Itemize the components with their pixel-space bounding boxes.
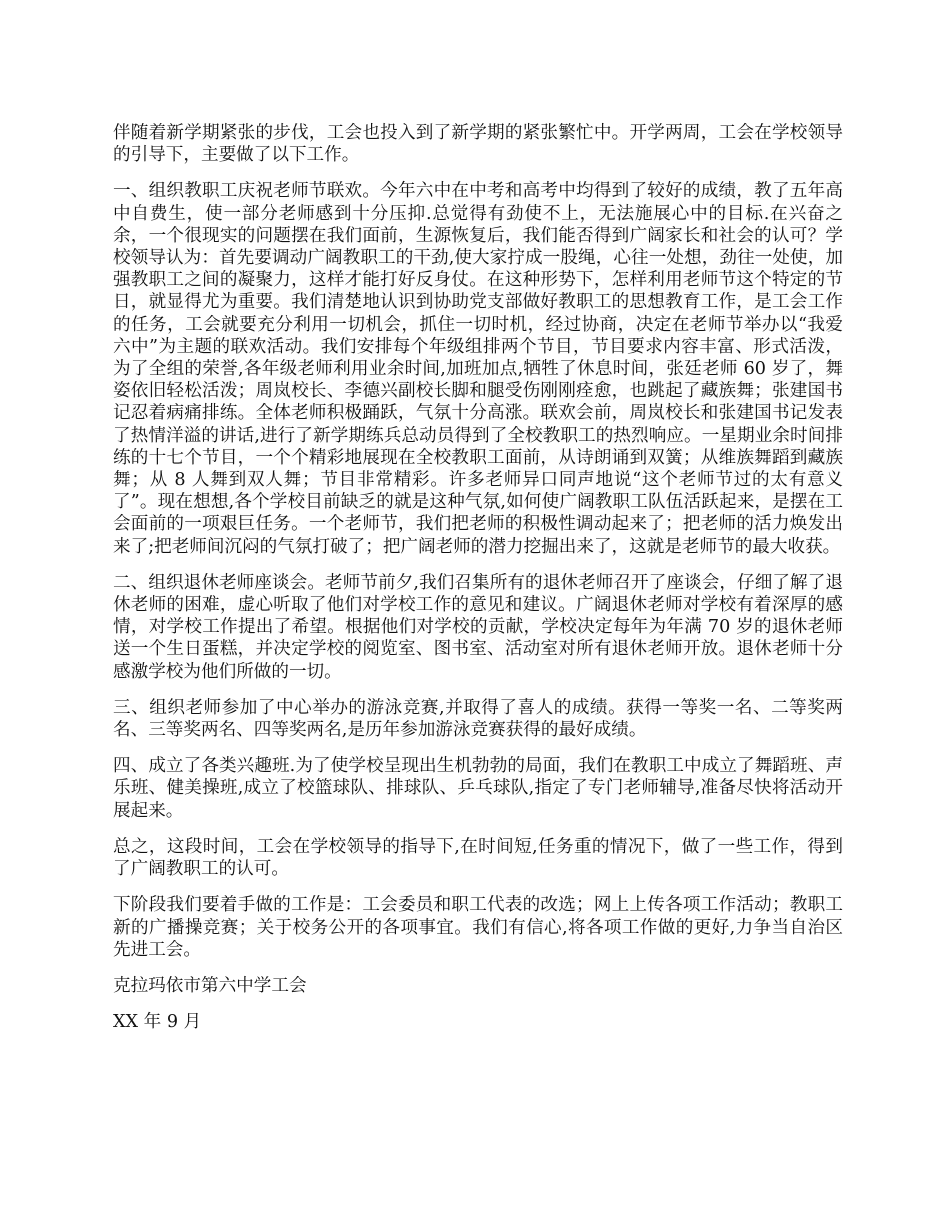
summary-paragraph: 总之，这段时间，工会在学校领导的指导下,在时间短,任务重的情况下，做了一些工作，得到了广阔教职工的认可。: [113, 836, 843, 880]
signature-organization: 克拉玛依市第六中学工会: [113, 975, 307, 996]
section-one-paragraph: 一、组织教职工庆祝老师节联欢。今年六中在中考和高考中均得到了较好的成绩，教了五年高中自费生，使一部分老师感到十分压抑.总觉得有劲使不上，无法施展心中的目标.在兴奋之余，一个很现实的问题摆在我们面前，生源恢复后，我们能否得到广阔家长和社会的认可？学校领导认为：首先要调动广阔教职工的干劲,使大家拧成一股绳，心往一处想，劲往一处使，加强教职工之间的凝聚力，这样才能打好反身仗。在这种形势下，怎样利用老师节这个特定的节日，就显得尤为重要。我们清楚地认识到协助党支部做好教职工的思想教育工作，是工会工作的任务，工会就要充分利用一切机会，抓住一切时机，经过协商，决定在老师节举办以“我爱六中”为主题的联欢活动。我们安排每个年级组排两个节目，节目要求内容丰富、形式活泼，为了全组的荣誉,各年级老师利用业余时间,加班加点,牺牲了休息时间，张廷老师 60 岁了，舞姿依旧轻松活泼；周岚校长、李德兴副校长脚和腿受伤刚刚痊愈，也跳起了藏族舞；张建国书记忍着病痛排练。全体老师积极踊跃，气氛十分高涨。联欢会前，周岚校长和张建国书记发表了热情洋溢的讲话,进行了新学期练兵总动员得到了全校教职工的热烈响应。一星期业余时间排练的十七个节目，一个个精彩地展现在全校教职工面前，从诗朗诵到双簧；从维族舞蹈到藏族舞；从 8 人舞到双人舞；节目非常精彩。许多老师异口同声地说“这个老师节过的太有意义了”。现在想想,各个学校目前缺乏的就是这种气氛,如何使广阔教职工队伍活跃起来，是摆在工会面前的一项艰巨任务。一个老师节，我们把老师的积极性调动起来了；把老师的活力焕发出来了;把老师间沉闷的气氛打破了；把广阔老师的潜力挖掘出来了，这就是老师节的最大收获。: [113, 181, 843, 557]
signature-date: XX 年 9 月: [113, 1012, 202, 1033]
section-four-paragraph: 四、成立了各类兴趣班.为了使学校呈现出生机勃勃的局面，我们在教职工中成立了舞蹈班、声乐班、健美操班,成立了校篮球队、排球队、乒乓球队,指定了专门老师辅导,准备尽快将活动开展起来。: [113, 756, 843, 821]
document-body: [113, 122, 843, 1047]
next-steps-paragraph: 下阶段我们要着手做的工作是：工会委员和职工代表的改选；网上上传各项工作活动；教职工新的广播操竞赛；关于校务公开的各项事宜。我们有信心,将各项工作做的更好,力争当自治区先进工会。: [113, 895, 843, 960]
section-three-paragraph: 三、组织老师参加了中心举办的游泳竞赛,并取得了喜人的成绩。获得一等奖一名、二等奖两名、三等奖两名、四等奖两名,是历年参加游泳竞赛获得的最好成绩。: [113, 697, 843, 741]
intro-paragraph: 伴随着新学期紧张的步伐，工会也投入到了新学期的紧张繁忙中。开学两周，工会在学校领导的引导下，主要做了以下工作。: [113, 123, 843, 166]
section-two-paragraph: 二、组织退休老师座谈会。老师节前夕,我们召集所有的退休老师召开了座谈会，仔细了解了退休老师的困难，虚心听取了他们对学校工作的意见和建议。广阔退休老师对学校有着深厚的感情，对学校工作提出了希望。根据他们对学校的贡献，学校决定每年为年满 70 岁的退休老师送一个生日蛋糕，并决定学校的阅览室、图书室、活动室对所有退休老师开放。退休老师十分感激学校为他们所做的一切。: [113, 572, 843, 682]
